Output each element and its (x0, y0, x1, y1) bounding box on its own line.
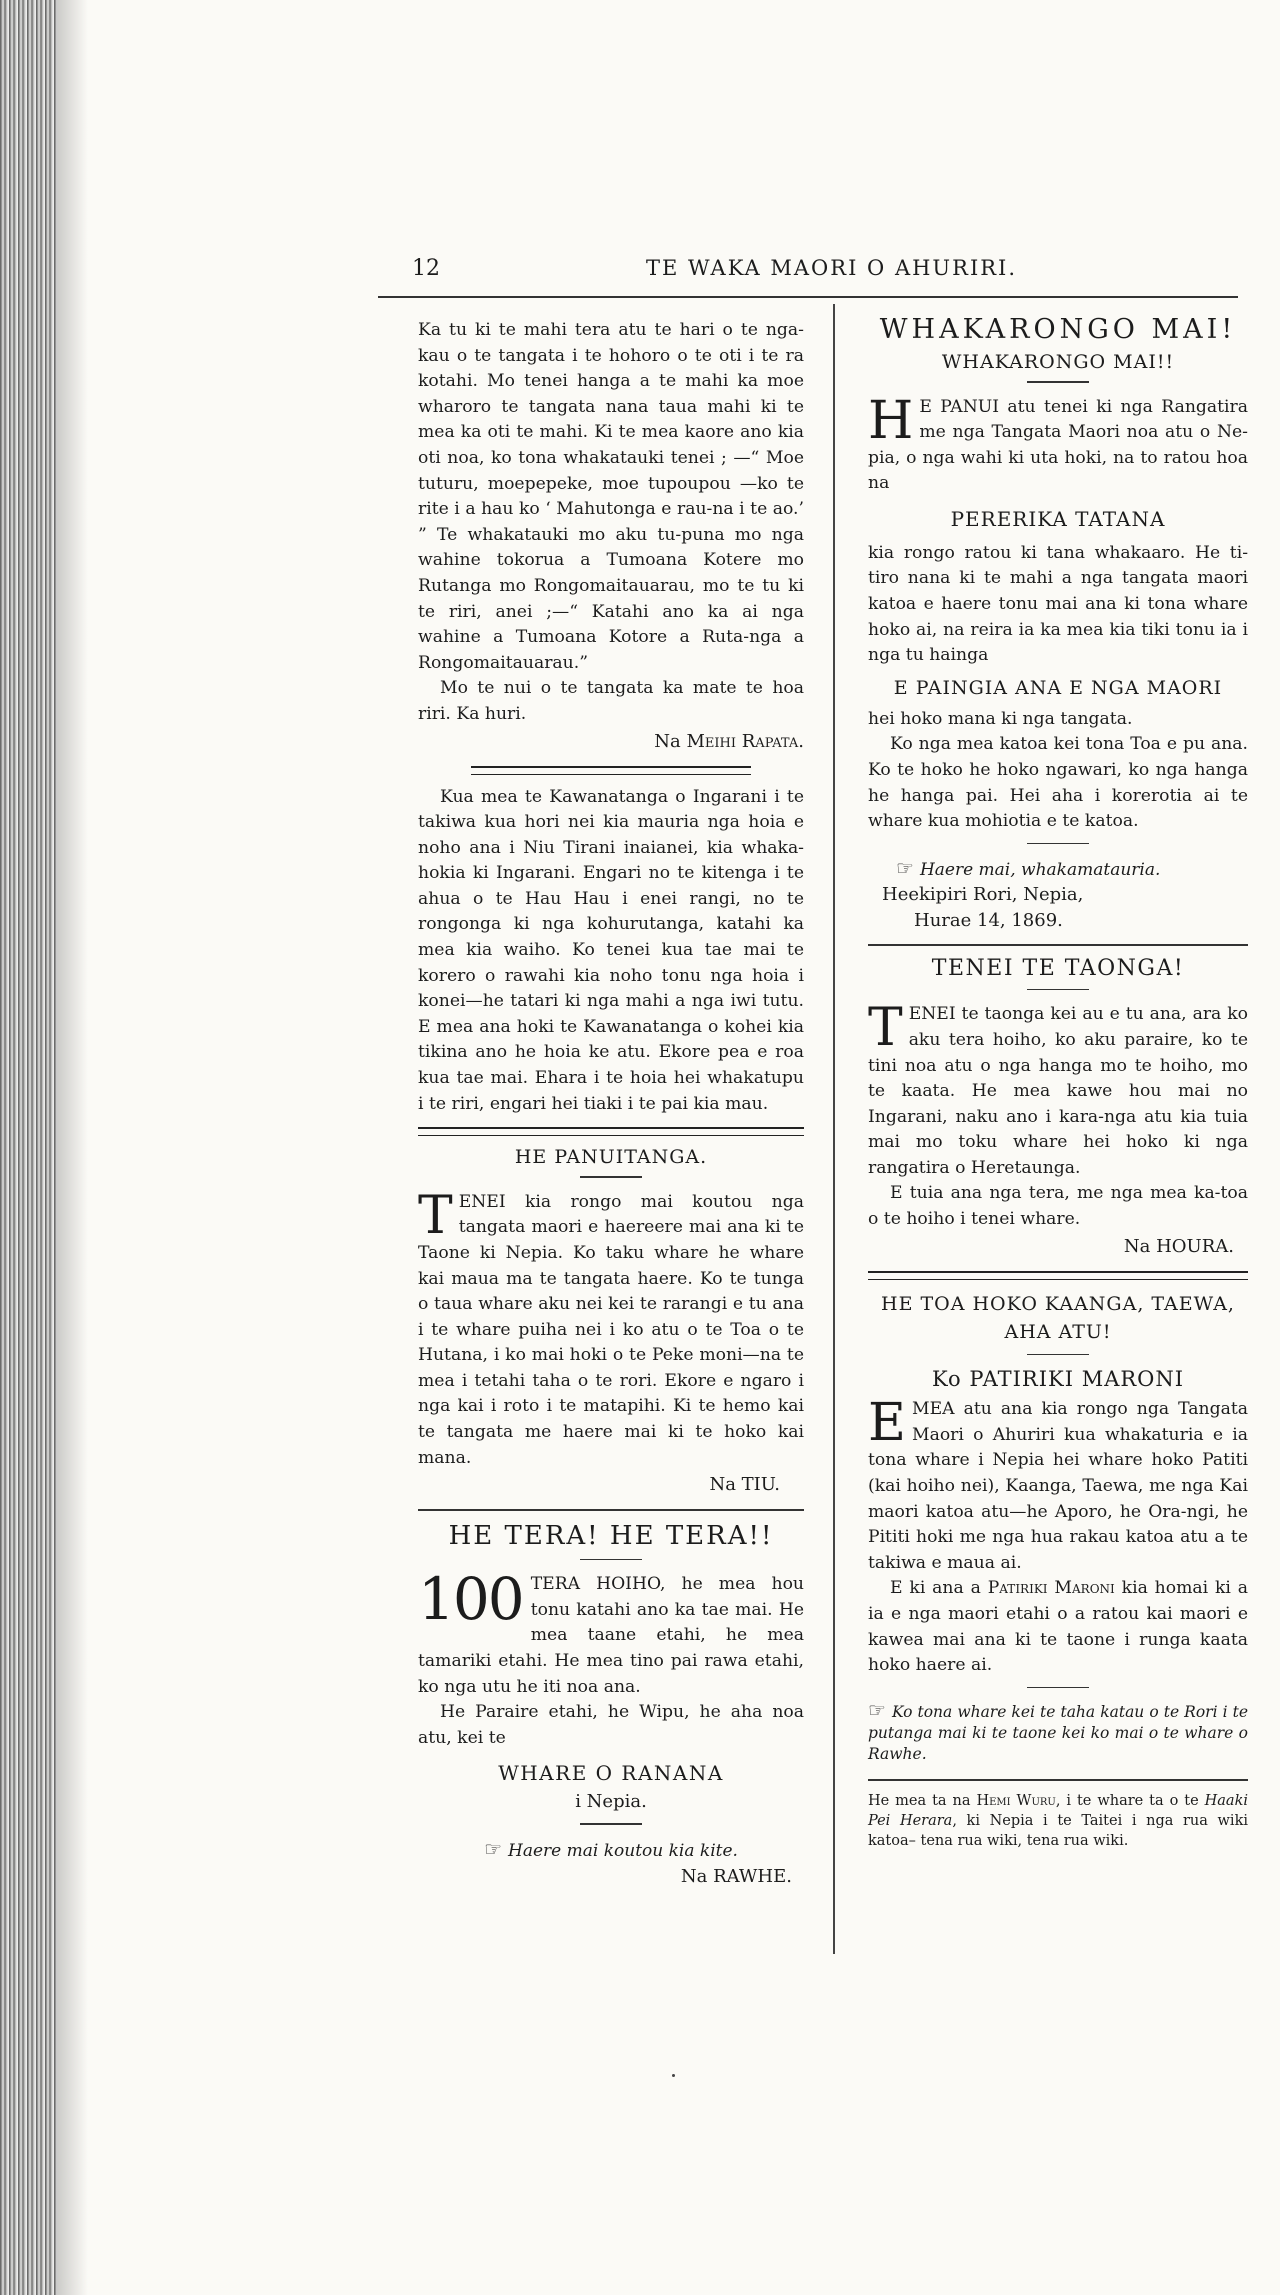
article-signature (418, 728, 804, 756)
short-rule (1027, 1354, 1089, 1356)
section-rule (868, 1779, 1248, 1781)
pointing-hand-icon: ☞ (868, 1698, 886, 1723)
merchant-name: PATIRIKI MARONI (969, 1367, 1185, 1392)
ad-toa-hoko (868, 1290, 1248, 1766)
ad-signature: Na RAWHE. (680, 1865, 792, 1887)
ad-body: TENEI kia rongo mai koutou nga tangata maori e haereere mai ana ki te Taone ki Nepia. Ko taku whare he whare kai maua ma te tangata haere. Ko te tunga o taua whare aku nei kei te rarangi e tu ana i te whare puiha nei i ko atu o te Toa o te Hutana, i ko mai hoki o te Peke moni—na te mea i tetahi taha o te rori. Ekore e ngaro i nga kai i roto i te matapihi. Ki te hemo kai te tangata me haere mai ki te hoko kai mana. (418, 1185, 804, 1468)
drop-cap: T (868, 998, 903, 1059)
merchant-name: PERERIKA TATANA (950, 506, 1166, 531)
ad-body: EMEA atu ana kia rongo nga Tangata Maori o Ahuriri kua whakaturia e ia tona whare i Nepia hei whare hoko Patiti (kai hoiho nei), Kaanga, Taewa, me nga Kai maori katoa atu—he Aporo, he Ora-ngi, he Pititi hoki me nga hua rakau katoa atu a te takiwa e maua ai. (868, 1393, 1248, 1573)
running-title: TE WAKA MAORI O AHURIRI. (646, 256, 1018, 280)
pointing-hand-icon: ☞ (896, 856, 914, 881)
article-whakatauki (418, 318, 804, 756)
short-rule (1027, 843, 1089, 845)
header-rule (378, 296, 1238, 298)
ad-subheading: E PAINGIA ANA E NGA MAORI (893, 676, 1223, 699)
drop-number: 100 (418, 1565, 523, 1634)
section-rule (471, 766, 751, 775)
drop-cap: H (868, 390, 914, 451)
ad-heading: HE TOA HOKO KAANGA, TAEWA, AHA ATU! (881, 1292, 1235, 1343)
article-kawanatanga (418, 785, 804, 1118)
ad-place: Heekipiri Rori, Nepia, (882, 884, 1084, 906)
section-rule (418, 1509, 804, 1511)
article-paragraph: Mo te nui o te tangata ka mate te hoa riri. Ka huri. (418, 678, 804, 724)
ad-notice: ☞ Haere mai, whakamatauria. (896, 856, 1161, 881)
short-rule (1027, 989, 1089, 991)
ad-panuitanga (418, 1146, 804, 1499)
place-sub: i Nepia. (575, 1791, 647, 1813)
left-column (418, 318, 804, 1891)
ad-body: He Paraire etahi, he Wipu, he aha noa atu, kei te (418, 1702, 804, 1748)
ad-heading: TENEI TE TAONGA! (931, 955, 1185, 981)
signature-prefix: Na (654, 730, 681, 752)
section-rule (868, 944, 1248, 946)
short-rule (580, 1176, 642, 1178)
place-heading: WHARE O RANANA (498, 1761, 724, 1786)
merchant-line (868, 1367, 1248, 1391)
ad-signature: Na HOURA. (1123, 1235, 1234, 1257)
page-number: 12 (412, 256, 440, 281)
ad-body: Ko nga mea katoa kei tona Toa e pu ana. Ko te hoko he hoko ngawari, ko nga hanga he hanga pai. Hei aha i korerotia ai te whare kua mohiotia e te katoa. (868, 734, 1248, 832)
short-rule (580, 1559, 642, 1561)
drop-cap: T (418, 1185, 453, 1246)
ad-heading: WHAKARONGO MAI! (879, 314, 1237, 345)
ad-signature: Na TIU. (709, 1474, 780, 1496)
ad-he-tera (418, 1521, 804, 1891)
short-rule (1027, 1687, 1089, 1689)
ad-heading: HE TERA! HE TERA!! (448, 1520, 774, 1551)
short-rule (1027, 381, 1089, 383)
ad-notice: ☞ Ko tona whare kei te taha katau o te Rori i te putanga mai ki te taone kei ko mai o te whare o Rawhe. (868, 1698, 1248, 1764)
ad-body: E ki ana a Patiriki Maroni kia homai ki a ia e nga maori etahi o a ratou kai maori e kawea mai ana ki te taone i runga kaata hoko haere ai. (868, 1578, 1249, 1676)
ad-body: E tuia ana nga tera, me nga mea ka-toa o te hoiho i tenei whare. (868, 1183, 1248, 1230)
ad-body: TENEI te taonga kei au e tu ana, ara ko aku tera hoiho, ko aku paraire, ko te tini noa atu o nga hanga mo te hoiho, mo te kaata. He mea kawe hou mai no Ingarani, naku ano i kara-nga atu kia tuia mai mo toku whare hei hoko ki nga rangatira o Heretaunga. (868, 998, 1248, 1178)
ink-speck (672, 2074, 675, 2077)
imprint: He mea ta na Hemi Wuru, i te whare ta o te Haaki Pei Herara, ki Nepia i te Taitei i nga rua wiki katoa– tena rua wiki, tena rua wiki. (868, 1792, 1248, 1849)
pointing-hand-icon: ☞ (484, 1836, 502, 1861)
ad-whakarongo (868, 314, 1248, 934)
ad-subheading: WHAKARONGO MAI!! (941, 351, 1175, 373)
ad-heading: HE PANUITANGA. (514, 1146, 708, 1169)
column-divider (833, 304, 835, 1954)
page-header (412, 256, 1248, 286)
section-rule (868, 1271, 1248, 1280)
ad-body: kia rongo ratou ki tana whakaaro. He ti-tiro nana ki te mahi a nga tangata maori katoa e haere tonu mai ana ki tona whare hoko ai, na reira ia ka mea kia tiki tonu ia i nga tu hainga (868, 542, 1248, 666)
ad-taonga (868, 956, 1248, 1261)
article-paragraph: Ka tu ki te mahi tera atu te hari o te nga-kau o te tangata i te hohoro o te oti i te ra kotahi. Mo tenei hanga a te mahi ka moe wharoro te tangata nana taua mahi ki te mea ka oti te mahi. Ki te mea kaore ano kia oti noa, ko tona whakatauki tenei ; —“ Moe tuturu, moepepeke, moe tupoupou —ko te rite i a hau ko ‘ Mahutonga e rau-na i te ao.’ ” Te whakatauki mo aku tu-puna mo nga wahine tokorua a Tumoana Kotere mo Rutanga mo Rongomaitauarau, mo te tu ki te riri, anei ;—“ Katahi ano ka ai nga wahine a Tumoana Kotore a Ruta-nga a Rongomaitauarau.” (418, 320, 804, 673)
article-paragraph: Kua mea te Kawanatanga o Ingarani i te takiwa kua hori nei kia mauria nga hoia e noho ana i Niu Tirani inaianei, kia whaka-hokia ki Ingarani. Engari no te kitenga i te ahua o te Hau Hau i enei rangi, no te rongonga ki nga kohurutanga, katahi ka mea kia waiho. Ko tenei kua tae mai te korero o rawahi kia noho tonu nga hoia i konei—he tatari ki nga mahi a nga iwi tutu. E mea ana hoki te Kawanatanga o kohei kia tikina ano he hoia ke atu. Ekore pea e roa kua tae mai. Ehara i te hoia hei whakatupu i te riri, engari hei tiaki i te pai kia mau. (418, 786, 804, 1114)
section-rule (418, 1127, 804, 1136)
signature-name: Meihi Rapata. (686, 730, 804, 752)
ad-body: hei hoko mana ki nga tangata. (868, 708, 1133, 729)
ad-date: Hurae 14, 1869. (914, 910, 1063, 932)
drop-cap: E (868, 1393, 906, 1454)
ad-notice: ☞ Haere mai koutou kia kite. (484, 1836, 738, 1861)
ad-body: 100 TERA HOIHO, he mea hou tonu katahi ano ka tae mai. He mea taane etahi, he mea tamariki etahi. He mea tino pai rawa etahi, ko nga utu he iti noa ana. (418, 1565, 804, 1697)
ad-body: H E PANUI atu tenei ki nga Rangatira me nga Tangata Maori noa atu o Ne-pia, o nga wahi ki uta hoki, na to ratou hoa na (868, 390, 1248, 494)
short-rule (580, 1823, 642, 1825)
merchant-prefix: Ko (931, 1367, 962, 1392)
right-column (868, 310, 1248, 1851)
